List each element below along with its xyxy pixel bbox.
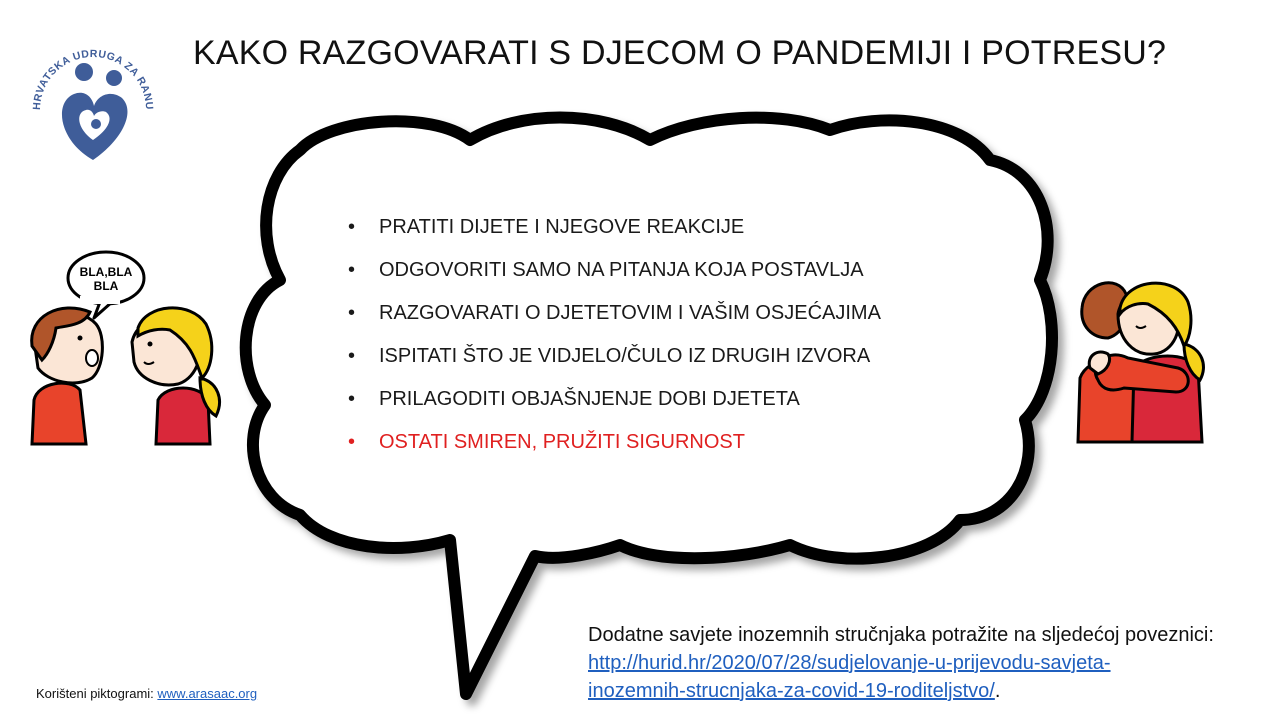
advice-list [348, 212, 881, 470]
info-text: Dodatne savjete inozemnih stručnjaka potražite na sljedećoj poveznici: [588, 624, 1214, 646]
credits-label: Korišteni piktogrami: [36, 686, 158, 701]
children-talking-icon [20, 250, 230, 450]
svg-text:BLA: BLA [93, 279, 119, 293]
pictogram-credits [36, 686, 257, 701]
credits-link[interactable]: www.arasaac.org [157, 686, 258, 701]
list-item: • ODGOVORITI SAMO NA PITANJA KOJA POSTAVLJA [348, 255, 881, 298]
list-item: • RAZGOVARATI O DJETETOVIM I VAŠIM OSJEĆAJIMA [348, 298, 881, 341]
svg-text:BLA,BLA: BLA,BLA [79, 265, 133, 279]
link-suffix: . [994, 680, 1001, 702]
list-item: • PRILAGODITI OBJAŠNJENJE DOBI DJETETA [348, 384, 881, 427]
list-item-highlighted: • OSTATI SMIREN, PRUŽITI SIGURNOST [348, 427, 881, 470]
organization-logo [18, 32, 168, 182]
children-hugging-icon [1068, 268, 1228, 448]
resource-link-continued[interactable]: inozemnih-strucnjaka-za-covid-19-roditeljstvo/ [588, 680, 995, 702]
list-item: • PRATITI DIJETE I NJEGOVE REAKCIJE [348, 212, 881, 255]
page-title: KAKO RAZGOVARATI S DJECOM O PANDEMIJI I POTRESU? [193, 34, 1167, 72]
additional-info [588, 621, 1214, 705]
svg-text:HRVATSKA UDRUGA ZA RANU INTERV: HRVATSKA UDRUGA ZA RANU [30, 47, 156, 111]
resource-link[interactable]: http://hurid.hr/2020/07/28/sudjelovanje-u-prijevodu-savjeta- [588, 652, 1111, 674]
list-item: • ISPITATI ŠTO JE VIDJELO/ČULO IZ DRUGIH IZVORA [348, 341, 881, 384]
logo-heart-icon [18, 32, 168, 182]
